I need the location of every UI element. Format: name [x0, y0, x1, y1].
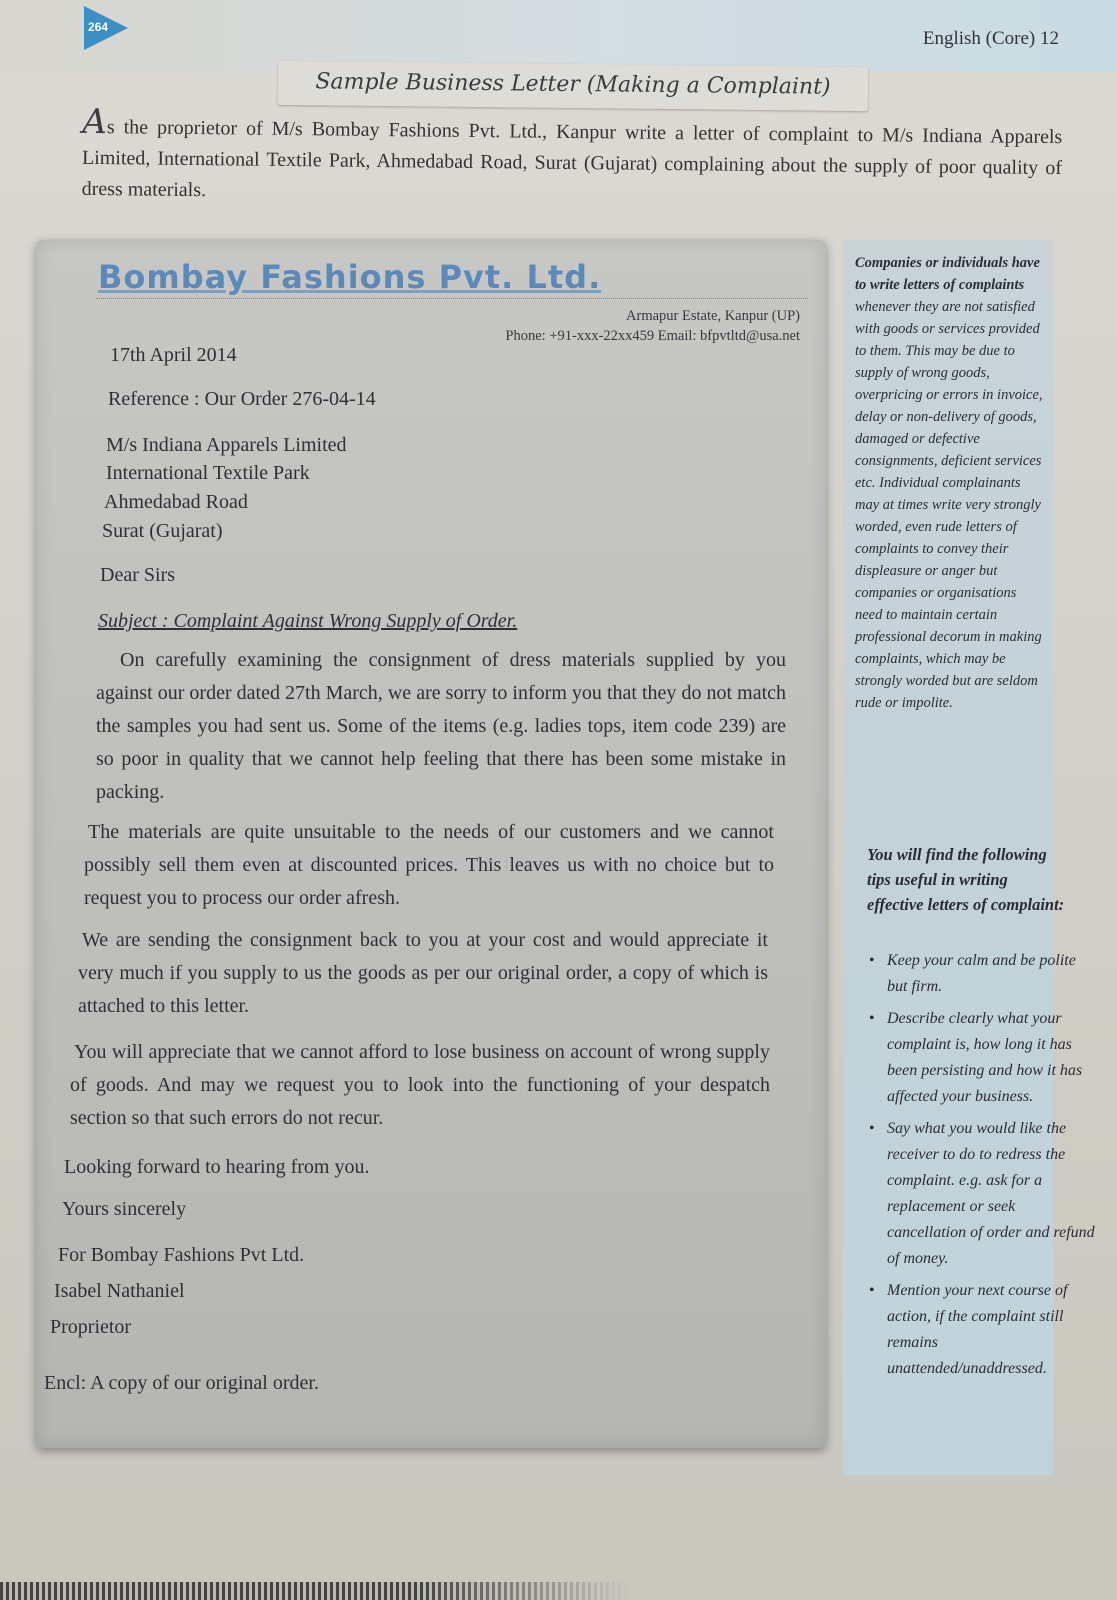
letter-paragraph-2: The materials are quite unsuitable to the needs of our customers and we cannot possibly sell them even at discounted prices. This leaves us with no choice but to request you to process our order afresh. [84, 821, 774, 909]
bullet-icon: • [869, 1282, 875, 1299]
recipient-line-1: M/s Indiana Apparels Limited [106, 434, 347, 456]
recipient-line-2: International Textile Park [106, 462, 310, 484]
tip-item [867, 1006, 1097, 1110]
intro-dropcap: A [82, 101, 108, 143]
running-head: English (Core) 12 [922, 28, 1059, 49]
title-box [278, 61, 868, 111]
address-line-1: Armapur Estate, Kanpur (UP) [626, 308, 800, 324]
tips-heading: You will find the following tips useful in writing effective letters of complaint: [867, 845, 1065, 914]
bullet-icon: • [869, 952, 875, 969]
tip-item [867, 1116, 1097, 1272]
recipient-line-4: Surat (Gujarat) [102, 520, 223, 542]
tip-text: Say what you would like the receiver to do to redress the complaint. e.g. ask for a replacement or seek cancellation of order and refund of money. [887, 1120, 1095, 1267]
bullet-icon: • [869, 1010, 875, 1027]
recipient-line-3: Ahmedabad Road [104, 491, 248, 513]
subject-line: Subject : Complaint Against Wrong Supply of Order. [98, 610, 518, 632]
letter-date: 17th April 2014 [110, 344, 237, 366]
tips-list [867, 948, 1097, 1388]
closing-line: Looking forward to hearing from you. [64, 1156, 370, 1178]
salutation: Dear Sirs [100, 564, 175, 586]
letterhead-company: Bombay Fashions Pvt. Ltd. [98, 258, 602, 296]
sample-letter [36, 240, 826, 1448]
intro-text: s the proprietor of M/s Bombay Fashions Pvt. Ltd., Kanpur write a letter of complaint to M/s Indiana Apparels Limited, International Textile Park, Ahmedabad Road, Surat (Gujarat) complaining about the supply of poor quality of dress materials. [81, 116, 1063, 202]
sidebar-intro-bold: Companies or individuals have to write letters of complaints [855, 255, 1040, 293]
page-title: Sample Business Letter (Making a Complaint) [315, 69, 831, 100]
letter-paragraph-1: On carefully examining the consignment of dress materials supplied by you against our order dated 27th March, we are sorry to inform you that they do not match the samples you had sent us. Some of the items (e.g. ladies tops, item code 239) are so poor in quality that we cannot help feeling that there has been some mistake in packing. [96, 649, 786, 803]
bullet-icon: • [869, 1120, 875, 1137]
tip-text: Describe clearly what your complaint is, how long it has been persisting and how it has affected your business. [887, 1010, 1083, 1105]
tip-item [867, 948, 1097, 1000]
enclosure-note: Encl: A copy of our original order. [44, 1372, 319, 1394]
signatory-name: Isabel Nathaniel [54, 1280, 185, 1302]
intro-paragraph [81, 101, 1063, 215]
letter-reference: Reference : Our Order 276-04-14 [108, 388, 376, 410]
sidebar-intro [855, 252, 1045, 714]
letterhead-address [380, 306, 800, 346]
letter-paragraph-3: We are sending the consignment back to you at your cost and would appreciate it very much if you supply to us the goods as per our original order, a copy of which is attached to this letter. [78, 929, 768, 1017]
letterhead-rule [96, 298, 808, 299]
valediction: Yours sincerely [62, 1198, 187, 1220]
letter-paragraph-4: You will appreciate that we cannot afford to lose business on account of wrong supply of goods. And may we request you to look into the functioning of your despatch section so that such errors do not recur. [70, 1041, 770, 1129]
tip-item [867, 1278, 1097, 1382]
signatory-designation: Proprietor [50, 1316, 132, 1338]
for-company: For Bombay Fashions Pvt Ltd. [58, 1244, 305, 1266]
page-number: 264 [88, 20, 109, 34]
bottom-edge-fade [420, 1582, 1117, 1600]
tip-text: Mention your next course of action, if the complaint still remains unattended/unaddressed. [887, 1282, 1068, 1377]
address-line-2: Phone: +91-xxx-22xx459 Email: bfpvtltd@usa.net [505, 328, 800, 344]
sidebar-intro-rest: whenever they are not satisfied with goods or services provided to them. This may be due to supply of wrong goods, overpricing or errors in invoice, delay or non-delivery of goods, damaged or defective consignments, deficient services etc. Individual complainants may at times write very strongly worded, even rude letters of complaints to convey their displeasure or anger but companies or organisations need to maintain certain professional decorum in making complaints, which may be strongly worded but are seldom rude or impolite. [855, 299, 1043, 711]
tip-text: Keep your calm and be polite but firm. [887, 952, 1076, 995]
tips-sidebar [843, 240, 1095, 1475]
